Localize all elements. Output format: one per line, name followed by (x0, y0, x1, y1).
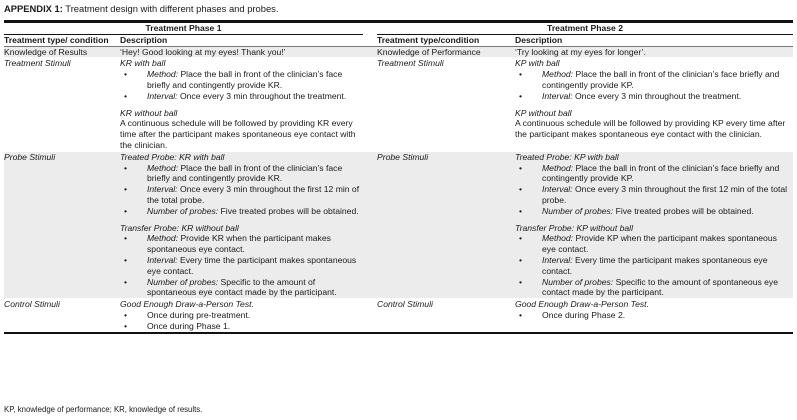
bullet-item (515, 206, 793, 217)
bullet-item (120, 277, 363, 299)
description-block (515, 47, 793, 58)
bullet-icon: • (124, 320, 128, 331)
table-row (4, 46, 793, 58)
bullet-text: Provide KP when the participant makes spontaneous eye contact. (542, 233, 777, 255)
bullet-label: Interval: (147, 254, 178, 265)
description-block (120, 47, 363, 58)
bullet-icon: • (519, 162, 523, 173)
bullet-label: Interval: (542, 254, 573, 265)
bullet-icon: • (124, 90, 128, 101)
bullet-text: Five treated probes will be obtained. (613, 205, 754, 216)
bullet-item (120, 163, 363, 185)
description-block (120, 223, 363, 299)
bullet-icon: • (519, 69, 523, 80)
block-text: ‘Try looking at my eyes for longer’. (515, 46, 646, 57)
description-cell (120, 151, 363, 298)
bullet-icon: • (124, 205, 128, 216)
bullet-label: Interval: (542, 184, 573, 195)
bullet-label: Number of probes: (147, 276, 219, 287)
bullet-item (120, 233, 363, 255)
column-gap (363, 151, 377, 298)
description-cell (515, 46, 793, 58)
bullet-icon: • (519, 276, 523, 287)
bullet-label: Method: (542, 162, 574, 173)
bullet-text: Place the ball in front of the clinician’s face briefly and contingently provide KR. (147, 162, 343, 184)
phase-1-title: Treatment Phase 1 (4, 22, 363, 35)
bullet-text: Once during Phase 2. (542, 309, 626, 320)
bullet-text: Every time the participant makes spontaneous eye contact. (147, 254, 357, 276)
block-title: Transfer Probe: KP without ball (515, 222, 633, 233)
bullet-text: Specific to the amount of spontaneous eye contact made by the participant. (542, 276, 779, 298)
block-title: KR without ball (120, 107, 178, 118)
bullet-text: Once every 3 min throughout the first 12 min of the total probe. (147, 184, 360, 205)
bullet-item (515, 69, 793, 91)
block-text: A continuous schedule will be followed by providing KR every time after the participant makes spontaneous eye contact with the clinician. (120, 118, 356, 150)
bullet-icon: • (519, 309, 523, 320)
bullet-item (515, 255, 793, 277)
description-cell (120, 58, 363, 151)
bullet-label: Method: (542, 233, 574, 244)
bullet-text: Provide KR when the participant makes spontaneous eye contact. (147, 233, 331, 255)
bullet-label: Number of probes: (147, 205, 219, 216)
description-cell (120, 46, 363, 58)
phase-2-title: Treatment Phase 2 (377, 22, 793, 35)
description-block (515, 108, 793, 140)
bullet-item (120, 310, 363, 321)
bullet-item (515, 163, 793, 185)
block-title: KP with ball (515, 58, 560, 69)
bullet-icon: • (124, 254, 128, 265)
description-cell (120, 299, 363, 333)
bullet-item (515, 91, 793, 102)
treatment-type-cell: Knowledge of Results (4, 46, 120, 58)
bullet-label: Method: (147, 69, 179, 80)
column-gap (363, 299, 377, 333)
description-cell (515, 299, 793, 333)
table-row (4, 58, 793, 151)
description-block (515, 152, 793, 217)
bullet-item (120, 321, 363, 332)
bullet-icon: • (519, 233, 523, 244)
description-block (515, 58, 793, 101)
treatment-type-cell: Control Stimuli (377, 299, 515, 333)
bullet-icon: • (124, 184, 128, 195)
block-title: Treated Probe: KR with ball (120, 151, 225, 162)
description-block (515, 299, 793, 321)
treatment-type-cell: Probe Stimuli (377, 151, 515, 298)
caption-text: Treatment design with different phases and probes. (62, 3, 279, 14)
bullet-text: Specific to the amount of spontaneous eye contact made by the participant. (147, 276, 337, 298)
bullet-icon: • (519, 184, 523, 195)
bullet-text: Place the ball in front of the clinician’s face briefly and contingently provide KR. (147, 69, 343, 90)
table-caption (4, 4, 278, 15)
bullet-icon: • (519, 90, 523, 101)
bullet-label: Number of probes: (542, 205, 614, 216)
bullet-item (120, 184, 363, 206)
caption-label: APPENDIX 1: (4, 3, 63, 14)
bullet-label: Method: (147, 233, 179, 244)
col-header-description: Description (515, 34, 793, 46)
bullet-text: Every time the participant makes spontaneous eye contact. (542, 254, 768, 276)
phase-header-row (4, 22, 793, 35)
bullet-item (515, 277, 793, 299)
bullet-text: Five treated probes will be obtained. (218, 205, 359, 216)
bullet-text: Once during Phase 1. (147, 320, 231, 331)
bullet-text: Once every 3 min throughout the treatment. (177, 90, 347, 101)
description-block (120, 108, 363, 151)
bullet-label: Interval: (147, 90, 178, 101)
bullet-icon: • (124, 276, 128, 287)
bullet-icon: • (519, 205, 523, 216)
bullet-item (120, 91, 363, 102)
treatment-type-cell: Knowledge of Performance (377, 46, 515, 58)
block-title: KR with ball (120, 58, 166, 69)
col-header-type: Treatment type/condition (377, 34, 515, 46)
bullet-label: Method: (542, 69, 574, 80)
table-row (4, 151, 793, 298)
treatment-type-cell: Treatment Stimuli (377, 58, 515, 151)
bullet-label: Interval: (147, 184, 178, 195)
block-title: Good Enough Draw-a-Person Test. (120, 299, 254, 310)
column-header-row (4, 34, 793, 46)
block-text: A continuous schedule will be followed by providing KP every time after the participant makes spontaneous eye contact with the clinician. (515, 118, 786, 140)
bullet-icon: • (124, 162, 128, 173)
block-title: Good Enough Draw-a-Person Test. (515, 299, 649, 310)
bullet-icon: • (124, 309, 128, 320)
column-gap (363, 58, 377, 151)
description-cell (515, 58, 793, 151)
bullet-icon: • (124, 69, 128, 80)
bullet-item (120, 255, 363, 277)
bullet-text: Once every 3 min throughout the treatment. (572, 90, 742, 101)
description-block (120, 152, 363, 217)
table-footnote: KP, knowledge of performance; KR, knowledge of results. (4, 405, 203, 414)
description-block (515, 223, 793, 299)
column-gap (363, 46, 377, 58)
description-cell (515, 151, 793, 298)
table-row (4, 299, 793, 333)
treatment-type-cell: Probe Stimuli (4, 151, 120, 298)
treatment-type-cell: Treatment Stimuli (4, 58, 120, 151)
bullet-text: Once during pre-treatment. (147, 309, 251, 320)
bullet-item (515, 233, 793, 255)
bullet-item (120, 69, 363, 91)
description-block (120, 299, 363, 331)
bullet-item (515, 184, 793, 206)
description-block (120, 58, 363, 101)
treatment-design-table (4, 20, 793, 334)
block-text: ‘Hey! Good looking at my eyes! Thank you!’ (120, 46, 286, 57)
bullet-text: Place the ball in front of the clinician’s face briefly and contingently provide KP. (542, 162, 780, 184)
bullet-text: Once every 3 min throughout the first 12 min of the total probe. (542, 184, 788, 205)
bullet-text: Place the ball in front of the clinician’s face briefly and contingently provide KP. (542, 69, 780, 90)
bullet-label: Number of probes: (542, 276, 614, 287)
bullet-item (120, 206, 363, 217)
block-title: Transfer Probe: KR without ball (120, 222, 239, 233)
treatment-type-cell: Control Stimuli (4, 299, 120, 333)
bullet-icon: • (124, 233, 128, 244)
col-header-description: Description (120, 34, 363, 46)
block-title: KP without ball (515, 107, 572, 118)
block-title: Treated Probe: KP with ball (515, 151, 619, 162)
bullet-label: Method: (147, 162, 179, 173)
bullet-label: Interval: (542, 90, 573, 101)
col-header-type: Treatment type/ condition (4, 34, 120, 46)
bullet-icon: • (519, 254, 523, 265)
bullet-item (515, 310, 793, 321)
